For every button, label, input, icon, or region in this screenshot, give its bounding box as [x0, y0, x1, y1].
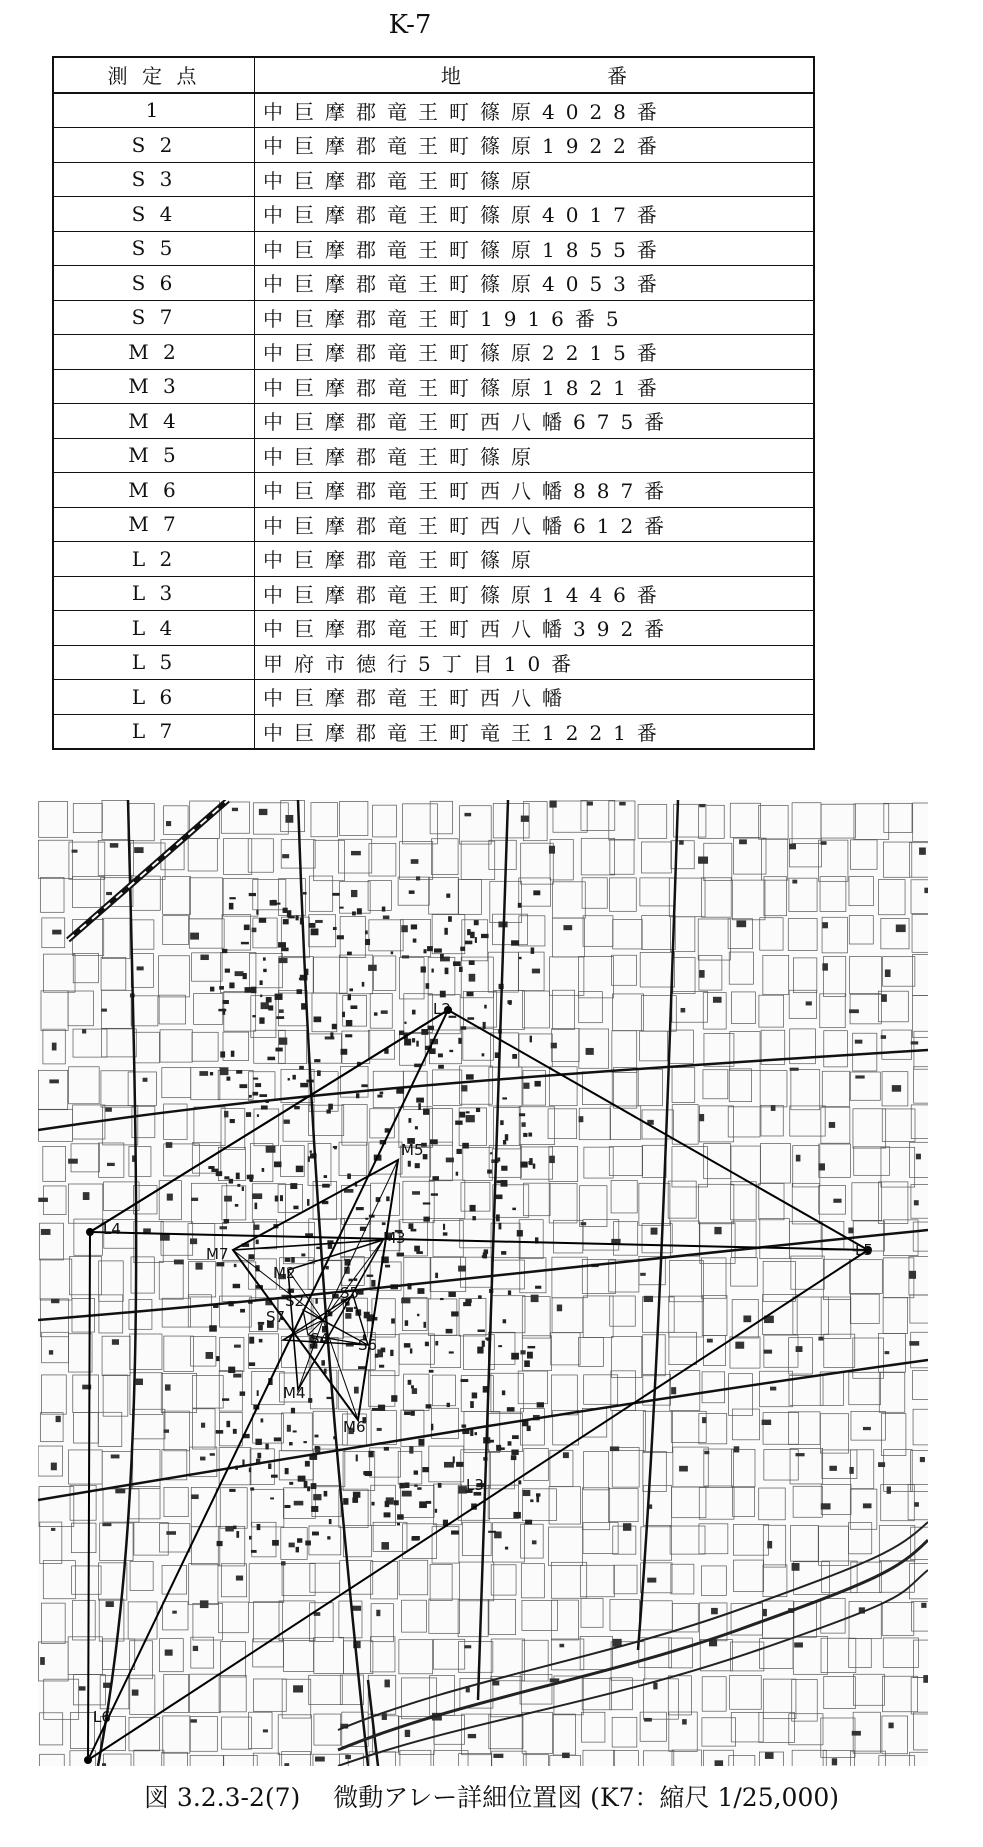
table-row: [53, 714, 814, 749]
map-label-s6: S6: [358, 1336, 378, 1354]
lot-cell: 中巨摩郡竜王町西八幡675番: [255, 404, 815, 439]
lot-cell: 中巨摩郡竜王町篠原1821番: [255, 369, 815, 404]
table-row: [53, 473, 814, 508]
map-label-s4: S4: [310, 1330, 330, 1348]
table-row: [53, 231, 814, 266]
lot-cell: 中巨摩郡竜王町西八幡887番: [255, 473, 815, 508]
measurement-point-table: [52, 56, 815, 750]
table-row: [53, 611, 814, 646]
header-lot: 地 番: [255, 57, 815, 93]
lot-cell: 中巨摩郡竜王町篠原1922番: [255, 128, 815, 163]
map-label-l2: L2: [433, 1000, 451, 1018]
header-point: 測 定 点: [53, 57, 255, 93]
map-label-m2: M2: [273, 1264, 296, 1282]
point-cell: L 5: [53, 645, 255, 680]
table-row: [53, 128, 814, 163]
table-row: [53, 404, 814, 439]
map-labels: [93, 1000, 873, 1726]
point-cell: L 6: [53, 680, 255, 715]
table-row: [53, 93, 814, 128]
point-cell: L 3: [53, 576, 255, 611]
table-row: [53, 645, 814, 680]
lot-cell: 中巨摩郡竜王町篠原1855番: [255, 231, 815, 266]
lot-cell: 中巨摩郡竜王町篠原2215番: [255, 335, 815, 370]
map-label-l4: L4: [103, 1220, 121, 1238]
table-row: [53, 266, 814, 301]
lot-cell: 中巨摩郡竜王町篠原4017番: [255, 197, 815, 232]
table-header-row: [53, 57, 814, 93]
lot-cell: 中巨摩郡竜王町篠原: [255, 438, 815, 473]
point-cell: M 4: [53, 404, 255, 439]
table-row: [53, 438, 814, 473]
point-cell: S 4: [53, 197, 255, 232]
map-label-l5: L5: [855, 1241, 873, 1259]
lot-cell: 中巨摩郡竜王町西八幡392番: [255, 611, 815, 646]
point-cell: L 2: [53, 542, 255, 577]
point-cell: 1: [53, 93, 255, 128]
map-svg: [38, 800, 928, 1766]
point-cell: S 5: [53, 231, 255, 266]
lot-cell: 中巨摩郡竜王町西八幡: [255, 680, 815, 715]
table-row: [53, 162, 814, 197]
point-cell: M 5: [53, 438, 255, 473]
table-row: [53, 369, 814, 404]
table-row: [53, 197, 814, 232]
map-label-l3: L3: [466, 1476, 484, 1494]
lot-cell: 中巨摩郡竜王町篠原: [255, 162, 815, 197]
table-row: [53, 300, 814, 335]
map-label-m3: M3: [383, 1229, 406, 1247]
map-label-m4: M4: [283, 1384, 306, 1402]
map-label-s2: S2: [285, 1292, 305, 1310]
map-label-s5: S5: [340, 1284, 360, 1302]
array-location-map: [38, 800, 928, 1766]
figure-caption: 図 3.2.3-2(7) 微動アレー詳細位置図 (K7：縮尺 1/25,000): [143, 1783, 840, 1812]
map-label-s7: S7: [266, 1308, 286, 1326]
table-row: [53, 576, 814, 611]
lot-cell: 中巨摩郡竜王町篠原: [255, 542, 815, 577]
document-title: K-7: [388, 10, 432, 40]
map-label-m7: M7: [206, 1245, 229, 1263]
table-row: [53, 680, 814, 715]
point-cell: S 3: [53, 162, 255, 197]
table-row: [53, 542, 814, 577]
lot-cell: 中巨摩郡竜王町竜王1221番: [255, 714, 815, 749]
table-row: [53, 335, 814, 370]
table-row: [53, 507, 814, 542]
point-cell: M 2: [53, 335, 255, 370]
point-cell: M 7: [53, 507, 255, 542]
lot-cell: 甲府市徳行5丁目10番: [255, 645, 815, 680]
lot-cell: 中巨摩郡竜王町1916番5: [255, 300, 815, 335]
map-roads: [38, 800, 928, 1766]
lot-cell: 中巨摩郡竜王町西八幡612番: [255, 507, 815, 542]
point-cell: L 4: [53, 611, 255, 646]
map-label-l6: L6: [93, 1708, 111, 1726]
lot-cell: 中巨摩郡竜王町篠原4053番: [255, 266, 815, 301]
point-cell: S 6: [53, 266, 255, 301]
map-texture: [38, 800, 928, 1766]
map-label-m5: M5: [401, 1141, 424, 1159]
point-cell: S 7: [53, 300, 255, 335]
point-cell: M 6: [53, 473, 255, 508]
lot-cell: 中巨摩郡竜王町篠原1446番: [255, 576, 815, 611]
point-cell: S 2: [53, 128, 255, 163]
point-cell: M 3: [53, 369, 255, 404]
map-label-m6: M6: [343, 1418, 366, 1436]
lot-cell: 中巨摩郡竜王町篠原4028番: [255, 93, 815, 128]
point-cell: L 7: [53, 714, 255, 749]
